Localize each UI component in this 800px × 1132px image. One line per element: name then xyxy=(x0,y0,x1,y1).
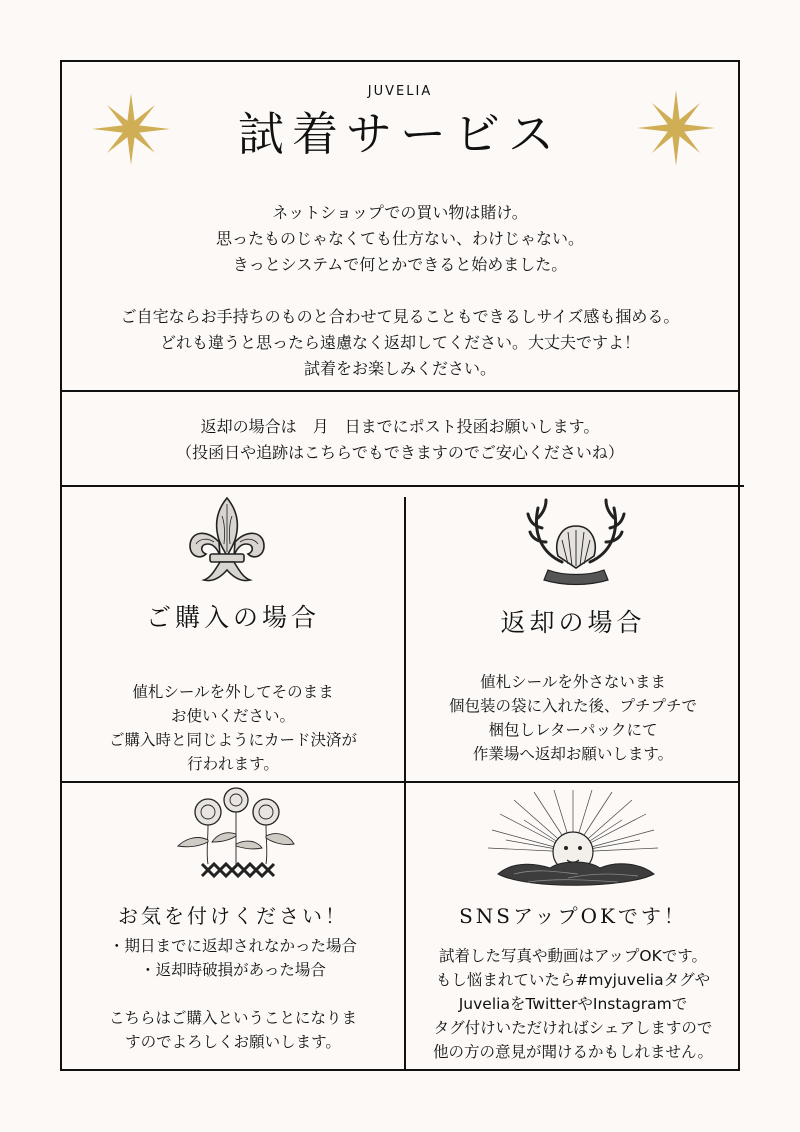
notice-line: 返却の場合は 月 日までにポスト投函お願いします。 xyxy=(200,417,600,436)
purchase-line: ご購入時と同じようにカード決済が xyxy=(108,731,357,749)
divider-notice xyxy=(60,485,744,487)
purchase-line: お使いください。 xyxy=(170,707,295,725)
sns-line: もし悩まれていたら#myjuveliaタグや xyxy=(435,971,711,989)
caution-line: ・期日までに返却されなかった場合 xyxy=(108,937,357,955)
purchase-line: 行われます。 xyxy=(187,755,279,773)
caution-line: こちらはご購入ということになりま xyxy=(108,1009,357,1027)
page-title: 試着サービス xyxy=(238,107,562,161)
caution-text xyxy=(62,934,404,1054)
scallop-shell-antlers-icon xyxy=(524,496,628,588)
notice-line: （投函日や追跡はこちらでもできますのでご安心くださいね） xyxy=(176,443,624,462)
caution-line: ・返却時破損があった場合 xyxy=(140,961,326,979)
intro-line: ネットショップでの買い物は賭け。 xyxy=(272,203,528,222)
sun-face-clouds-icon xyxy=(478,790,668,894)
caution-line: すのでよろしくお願いします。 xyxy=(125,1033,341,1051)
return-line: 個包装の袋に入れた後、プチプチで xyxy=(448,697,697,715)
intro-text xyxy=(60,200,740,382)
star-icon xyxy=(637,90,715,166)
return-title: 返却の場合 xyxy=(500,608,646,637)
return-line: 作業場へ返却お願いします。 xyxy=(472,745,674,763)
brand-name: JUVELIA xyxy=(367,84,433,99)
intro-line: 思ったものじゃなくても仕方ない、わけじゃない。 xyxy=(215,229,584,248)
caution-spacer xyxy=(62,982,404,1006)
return-text xyxy=(406,670,740,766)
caution-title: お気を付けください！ xyxy=(118,904,348,928)
sns-line: JuveliaをTwitterやInstagramで xyxy=(458,995,688,1013)
sns-line: 他の方の意見が聞けるかもしれません。 xyxy=(433,1043,713,1061)
roses-icon xyxy=(168,786,304,890)
intro-line: どれも違うと思ったら遠慮なく返却してください。大丈夫ですよ！ xyxy=(159,333,640,352)
return-line: 値札シールを外さないまま xyxy=(480,673,666,691)
purchase-text xyxy=(62,680,404,776)
purchase-title: ご購入の場合 xyxy=(145,603,320,632)
sns-text xyxy=(406,944,740,1064)
star-icon xyxy=(92,93,170,165)
intro-line: きっとシステムで何とかできると始めました。 xyxy=(232,255,568,274)
return-notice xyxy=(60,414,740,466)
sns-line: タグ付けいただければシェアしますので xyxy=(433,1019,713,1037)
intro-line: ご自宅ならお手持ちのものと合わせて見ることもできるしサイズ感も掴める。 xyxy=(120,307,680,326)
sns-title: SNSアップOKです！ xyxy=(459,904,687,928)
intro-line: 試着をお楽しみください。 xyxy=(303,359,496,378)
purchase-line: 値札シールを外してそのまま xyxy=(132,683,334,701)
return-line: 梱包しレターパックにて xyxy=(488,721,658,739)
fleur-de-lis-icon xyxy=(184,494,270,590)
divider-middle xyxy=(60,781,740,783)
intro-spacer xyxy=(60,278,740,304)
divider-intro xyxy=(60,390,740,392)
sns-line: 試着した写真や動画はアップOKです。 xyxy=(438,947,708,965)
